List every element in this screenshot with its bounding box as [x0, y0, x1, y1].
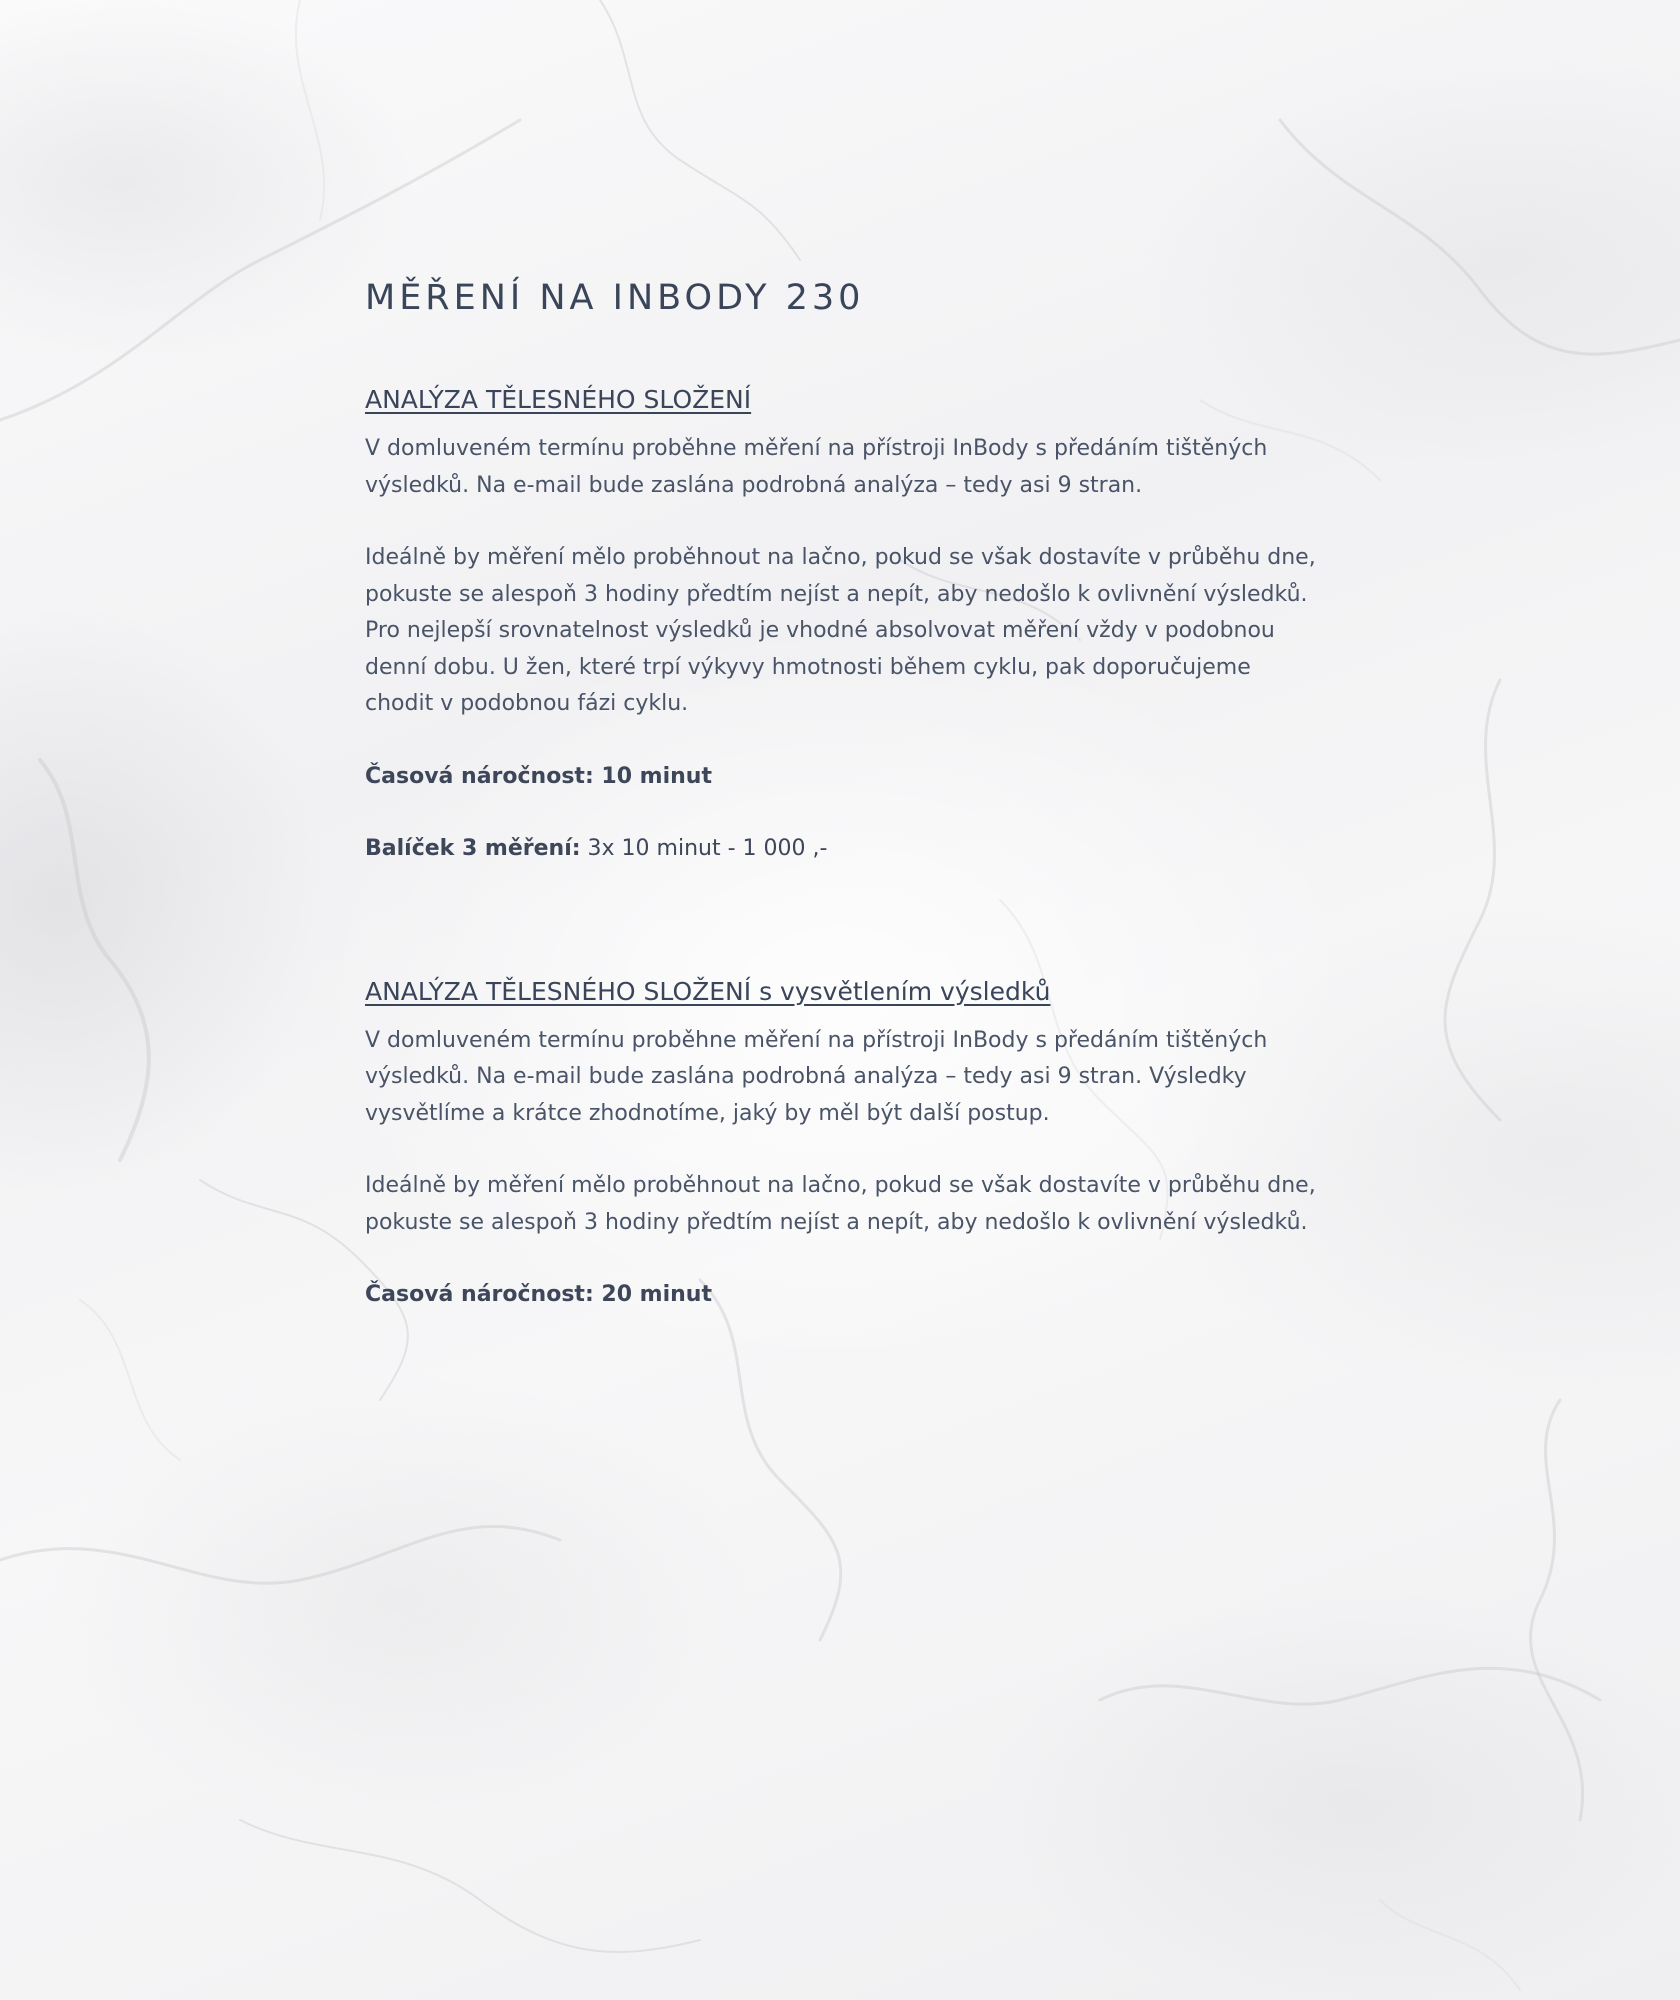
- section-heading: ANALÝZA TĚLESNÉHO SLOŽENÍ: [365, 385, 752, 414]
- duration-label: Časová náročnost: 10 minut: [365, 763, 712, 789]
- duration-info: [365, 1277, 1325, 1313]
- content-column: [365, 272, 1325, 1313]
- package-label: Balíček 3 měření:: [365, 835, 581, 861]
- duration-label: Časová náročnost: 20 minut: [365, 1282, 712, 1307]
- section-body-composition-explained: [365, 972, 1325, 1314]
- section-heading: ANALÝZA TĚLESNÉHO SLOŽENÍ s vysvětlením výsledků: [365, 976, 1051, 1006]
- package-value: 3x 10 minut - 1 000 ,-: [580, 835, 828, 861]
- section-paragraph: Ideálně by měření mělo proběhnout na lačno, pokud se však dostavíte v průběhu dne, pokuste se alespoň 3 hodiny předtím nejíst a nepít, aby nedošlo k ovlivnění výsledků. Pro nejlepší srovnatelnost výsledků je vhodné absolvovat měření vždy v podobnou denní dobu. U žen, které trpí výkyvy hmotnosti během cyklu, pak doporučujeme chodit v podobnou fázi cyklu.: [365, 545, 1316, 716]
- section-paragraph: Ideálně by měření mělo proběhnout na lačno, pokud se však dostavíte v průběhu dne, pokuste se alespoň 3 hodiny předtím nejíst a nepít, aby nedošlo k ovlivnění výsledků.: [365, 1173, 1316, 1235]
- section-paragraph: V domluveném termínu proběhne měření na přístroji InBody s předáním tištěných výsledků. Na e-mail bude zaslána podrobná analýza – tedy asi 9 stran. Výsledky vysvětlíme a krátce zhodnotíme, jaký by měl být další postup.: [365, 1027, 1268, 1126]
- section-body-composition: [365, 380, 1325, 867]
- duration-info: [365, 759, 1325, 795]
- page-title: MĚŘENÍ NA INBODY 230: [365, 278, 865, 318]
- package-info: [365, 831, 1325, 867]
- section-paragraph: V domluveném termínu proběhne měření na přístroji InBody s předáním tištěných výsledků. Na e-mail bude zaslána podrobná analýza – tedy asi 9 stran.: [365, 436, 1268, 498]
